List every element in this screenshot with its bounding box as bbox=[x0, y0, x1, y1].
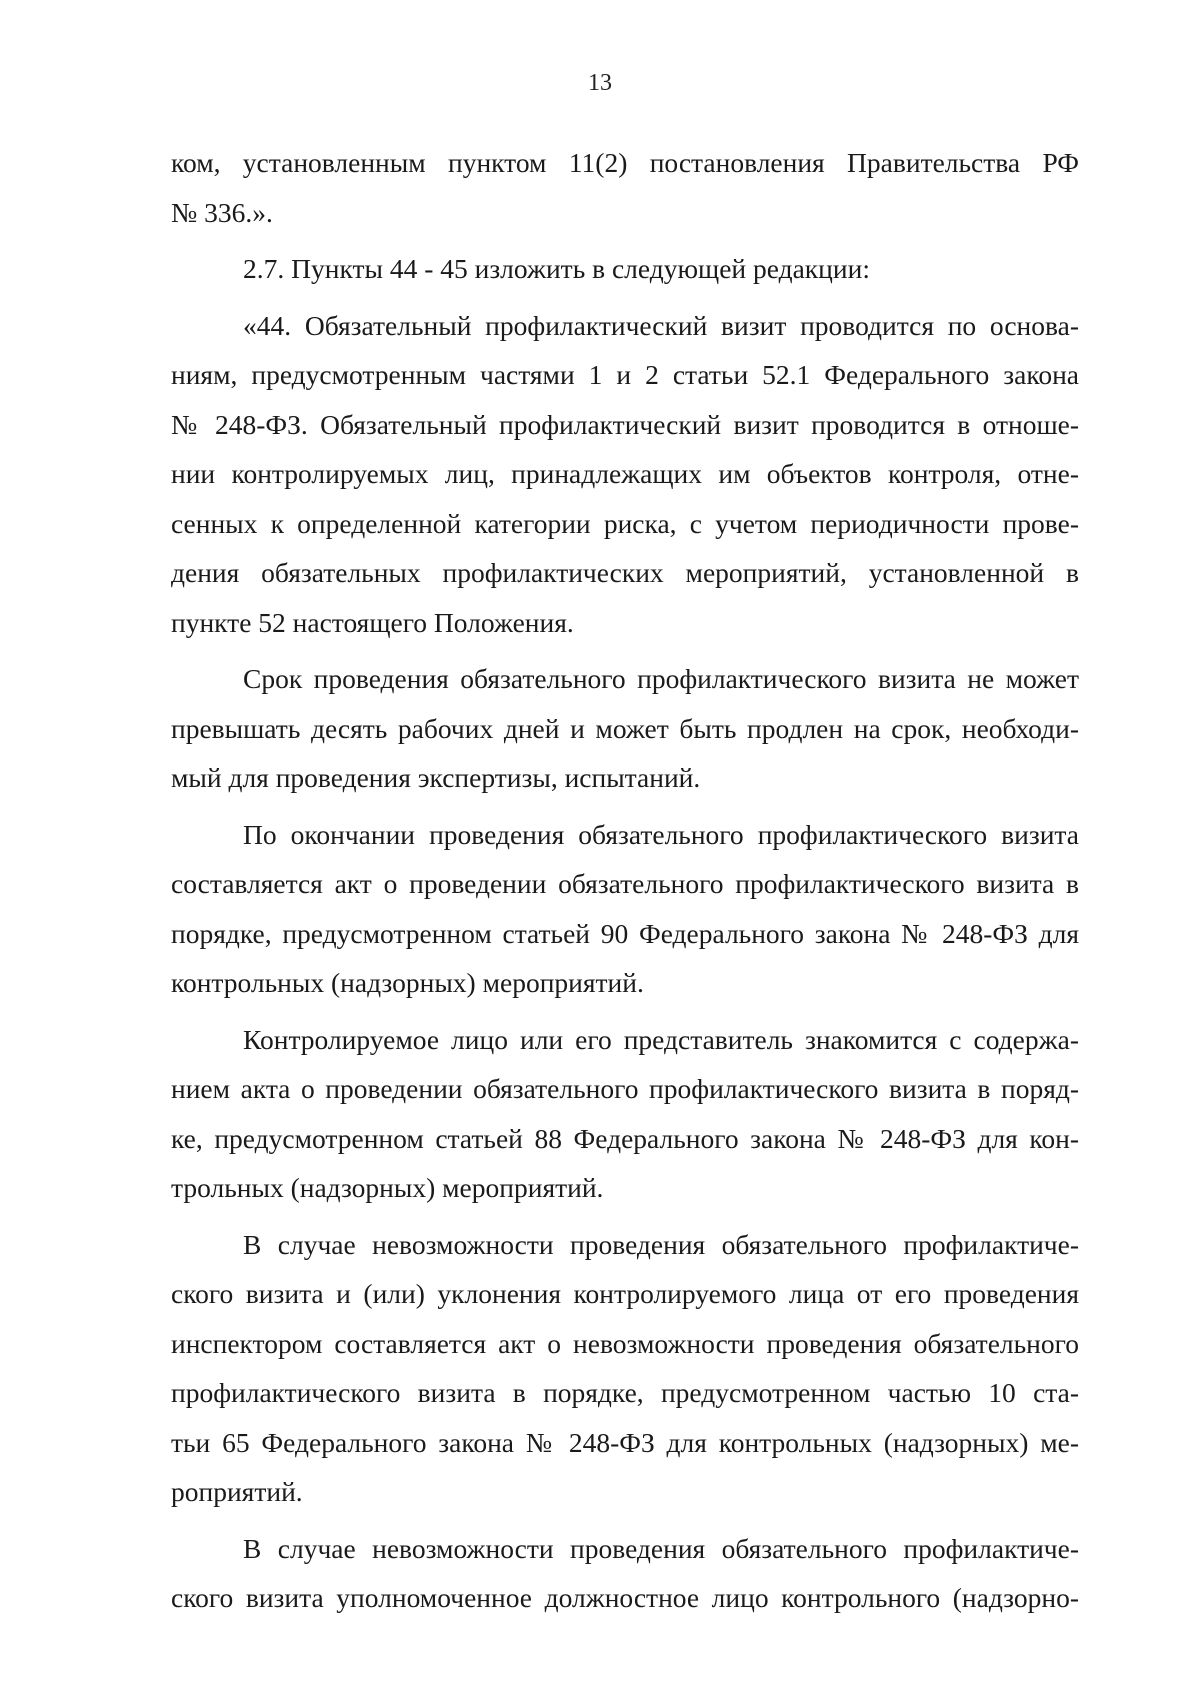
paragraph bbox=[171, 301, 1079, 648]
paragraph bbox=[171, 138, 1079, 237]
text-line: профилактического визита в порядке, предусмотренном частью 10 ста- bbox=[171, 1377, 1079, 1408]
text-line: ниям, предусмотренным частями 1 и 2 статьи 52.1 Федерального закона bbox=[171, 359, 1079, 390]
text-line: № 336.». bbox=[171, 196, 273, 228]
text-line: сенных к определенной категории риска, с учетом периодичности прове- bbox=[171, 507, 1079, 539]
text-line: трольных (надзорных) мероприятий. bbox=[171, 1172, 604, 1203]
text-line: дения обязательных профилактических мероприятий, установленной в bbox=[171, 557, 1079, 588]
text-line: По окончании проведения обязательного профилактического визита bbox=[243, 818, 1079, 850]
document-body bbox=[171, 138, 1079, 1623]
text-line: ком, установленным пунктом 11(2) постановления Правительства РФ bbox=[171, 147, 1079, 178]
text-line: инспектором составляется акт о невозможности проведения обязательного bbox=[171, 1327, 1079, 1359]
text-line: нии контролируемых лиц, принадлежащих им объектов контроля, отне- bbox=[171, 458, 1079, 489]
text-line: тьи 65 Федерального закона № 248-ФЗ для контрольных (надзорных) ме- bbox=[171, 1426, 1079, 1458]
paragraph bbox=[171, 810, 1079, 1008]
text-line: № 248-ФЗ. Обязательный профилактический визит проводится в отноше- bbox=[171, 408, 1079, 440]
text-line: составляется акт о проведении обязательного профилактического визита в bbox=[171, 868, 1079, 899]
text-line: ке, предусмотренном статьей 88 Федерального закона № 248-ФЗ для кон- bbox=[171, 1122, 1079, 1154]
paragraph bbox=[171, 1524, 1079, 1623]
text-line: В случае невозможности проведения обязательного профилактиче- bbox=[243, 1228, 1079, 1260]
text-line: контрольных (надзорных) мероприятий. bbox=[171, 967, 644, 998]
text-line: роприятий. bbox=[171, 1476, 303, 1507]
text-line: порядке, предусмотренном статьей 90 Федерального закона № 248-ФЗ для bbox=[171, 917, 1079, 949]
text-line: 2.7. Пункты 44 - 45 изложить в следующей редакции: bbox=[243, 253, 870, 284]
paragraph bbox=[171, 654, 1079, 803]
text-line: мый для проведения экспертизы, испытаний. bbox=[171, 762, 701, 793]
text-line: превышать десять рабочих дней и может быть продлен на срок, необходи- bbox=[171, 712, 1079, 744]
text-line: ского визита и (или) уклонения контролируемого лица от его проведения bbox=[171, 1278, 1079, 1309]
paragraph bbox=[171, 244, 1079, 294]
text-line: В случае невозможности проведения обязательного профилактиче- bbox=[243, 1532, 1079, 1564]
text-line: Контролируемое лицо или его представитель знакомится с содержа- bbox=[243, 1023, 1079, 1055]
text-line: пункте 52 настоящего Положения. bbox=[171, 606, 574, 638]
page-number: 13 bbox=[588, 70, 612, 96]
text-line: Срок проведения обязательного профилактического визита не может bbox=[243, 663, 1079, 694]
text-line: «44. Обязательный профилактический визит проводится по основа- bbox=[243, 309, 1079, 341]
text-line: ского визита уполномоченное должностное лицо контрольного (надзорно- bbox=[171, 1582, 1079, 1613]
text-line: нием акта о проведении обязательного профилактического визита в поряд- bbox=[171, 1073, 1079, 1104]
paragraph bbox=[171, 1015, 1079, 1213]
paragraph bbox=[171, 1220, 1079, 1517]
